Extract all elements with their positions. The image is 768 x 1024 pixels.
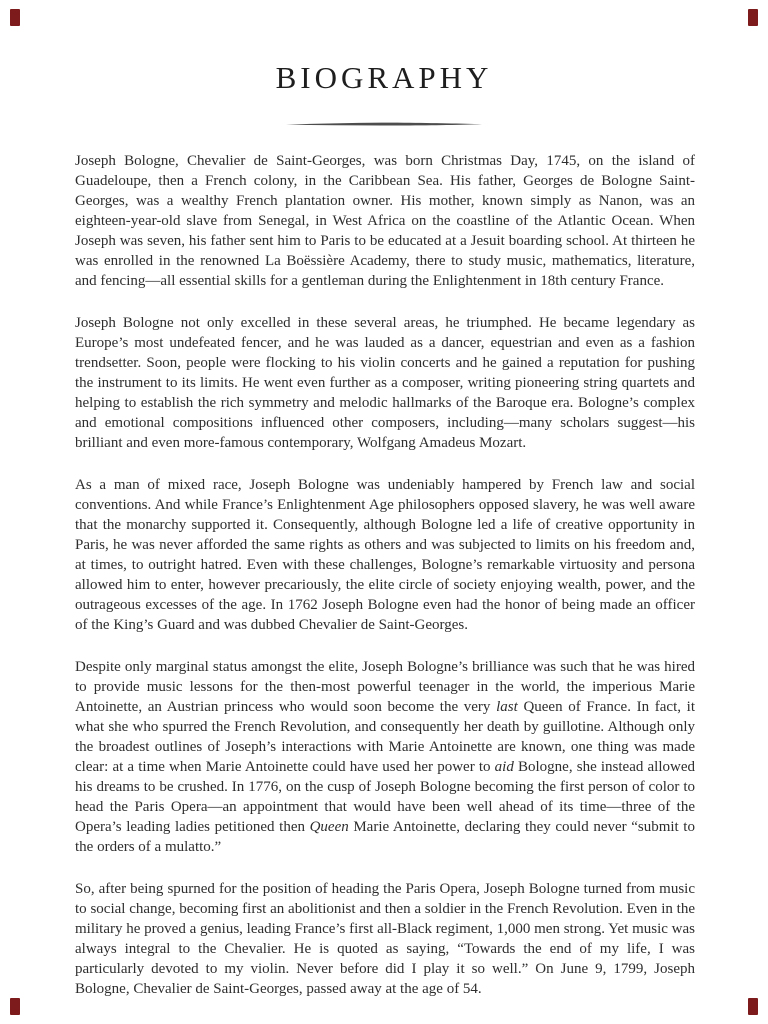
page-title: BIOGRAPHY: [275, 60, 493, 95]
paragraph: [75, 313, 695, 453]
italic-text: Queen: [309, 819, 349, 835]
body-text: Joseph Bologne not only excelled in these several areas, he triumphed. He became legendary as Europe’s most undefeated fencer, and he was lauded as a dancer, equestrian and even as a fashion trendsetter. Soon, people were flocking to his violin concerts and he gained a reputation for pushing the instrument to its limits. He went even further as a composer, writing pioneering string quartets and helping to establish the rich symmetry and melodic hallmarks of the Baroque era. Bologne’s complex and emotional compositions influenced other composers, including—many scholars suggest—his brilliant and even more-famous contemporary, Wolfgang Amadeus Mozart.: [75, 315, 695, 451]
corner-registration-mark-top-left: [10, 9, 20, 26]
corner-registration-mark-bottom-right: [748, 998, 758, 1015]
body-text: So, after being spurned for the position of heading the Paris Opera, Joseph Bologne turned from music to social change, becoming first an abolitionist and then a soldier in the French Revolution. Even in the military he proved a genius, leading France’s first all-Black regiment, 1,000 men strong. Yet music was always integral to the Chevalier. He is quoted as saying, “Towards the end of my life, I was particularly devoted to my violin. Never before did I play it so well.” On June 9, 1799, Joseph Bologne, Chevalier de Saint-Georges, passed away at the age of 54.: [75, 881, 695, 997]
corner-registration-mark-top-right: [748, 9, 758, 26]
italic-text: aid: [494, 759, 514, 775]
corner-registration-mark-bottom-left: [10, 998, 20, 1015]
body-text: Bologne, she instead allowed his dreams to be crushed. In 1776, on the cusp of Joseph Bologne becoming the first person of color to head the Paris Opera—an appointment that would have been well ahead of its time—three of the Opera’s leading ladies petitioned then: [75, 759, 695, 835]
body-text: Marie Antoinette, declaring they could never “submit to the orders of a mulatto.”: [75, 819, 695, 855]
paragraph: [75, 879, 695, 999]
paragraph: [75, 151, 695, 291]
paragraph: [75, 657, 695, 857]
italic-text: last: [496, 699, 518, 715]
body-text: As a man of mixed race, Joseph Bologne was undeniably hampered by French law and social conventions. And while France’s Enlightenment Age philosophers opposed slavery, he was well aware that the monarchy supported it. Consequently, although Bologne led a life of creative opportunity in Paris, he was never afforded the same rights as others and was subjected to limits on his freedom and, at times, to outright hatred. Even with these challenges, Bologne’s remarkable virtuosity and persona allowed him to enter, however precariously, the elite circle of society enjoying wealth, power, and the outrageous excesses of the age. In 1762 Joseph Bologne even had the honor of being made an officer of the King’s Guard and was dubbed Chevalier de Saint-Georges.: [75, 477, 695, 633]
body-text: Queen of France. In fact, it what she who spurred the French Revolution, and consequently her death by guillotine. Although only the broadest outlines of Joseph’s interactions with Marie Antoinette are known, one thing was made clear: at a time when Marie Antoinette could have used her power to: [75, 699, 695, 775]
title-divider-rule: [0, 121, 768, 128]
swell-rule-graphic: [286, 121, 482, 128]
body-text: Despite only marginal status amongst the elite, Joseph Bologne’s brilliance was such that he was hired to provide music lessons for the then-most powerful teenager in the world, the imperious Marie Antoinette, an Austrian princess who would soon become the very: [75, 659, 695, 715]
paragraph: [75, 475, 695, 635]
body-text: Joseph Bologne, Chevalier de Saint-Georges, was born Christmas Day, 1745, on the island of Guadeloupe, then a French colony, in the Caribbean Sea. His father, Georges de Bologne Saint-Georges, was a wealthy French plantation owner. His mother, known simply as Nanon, was an eighteen-year-old slave from Senegal, in West Africa on the coastline of the Atlantic Ocean. When Joseph was seven, his father sent him to Paris to be educated at a Jesuit boarding school. At thirteen he was enrolled in the renowned La Boëssière Academy, there to study music, mathematics, literature, and fencing—all essential skills for a gentleman during the Enlightenment in 18th century France.: [75, 153, 695, 289]
biography-body-text: [75, 151, 695, 1021]
